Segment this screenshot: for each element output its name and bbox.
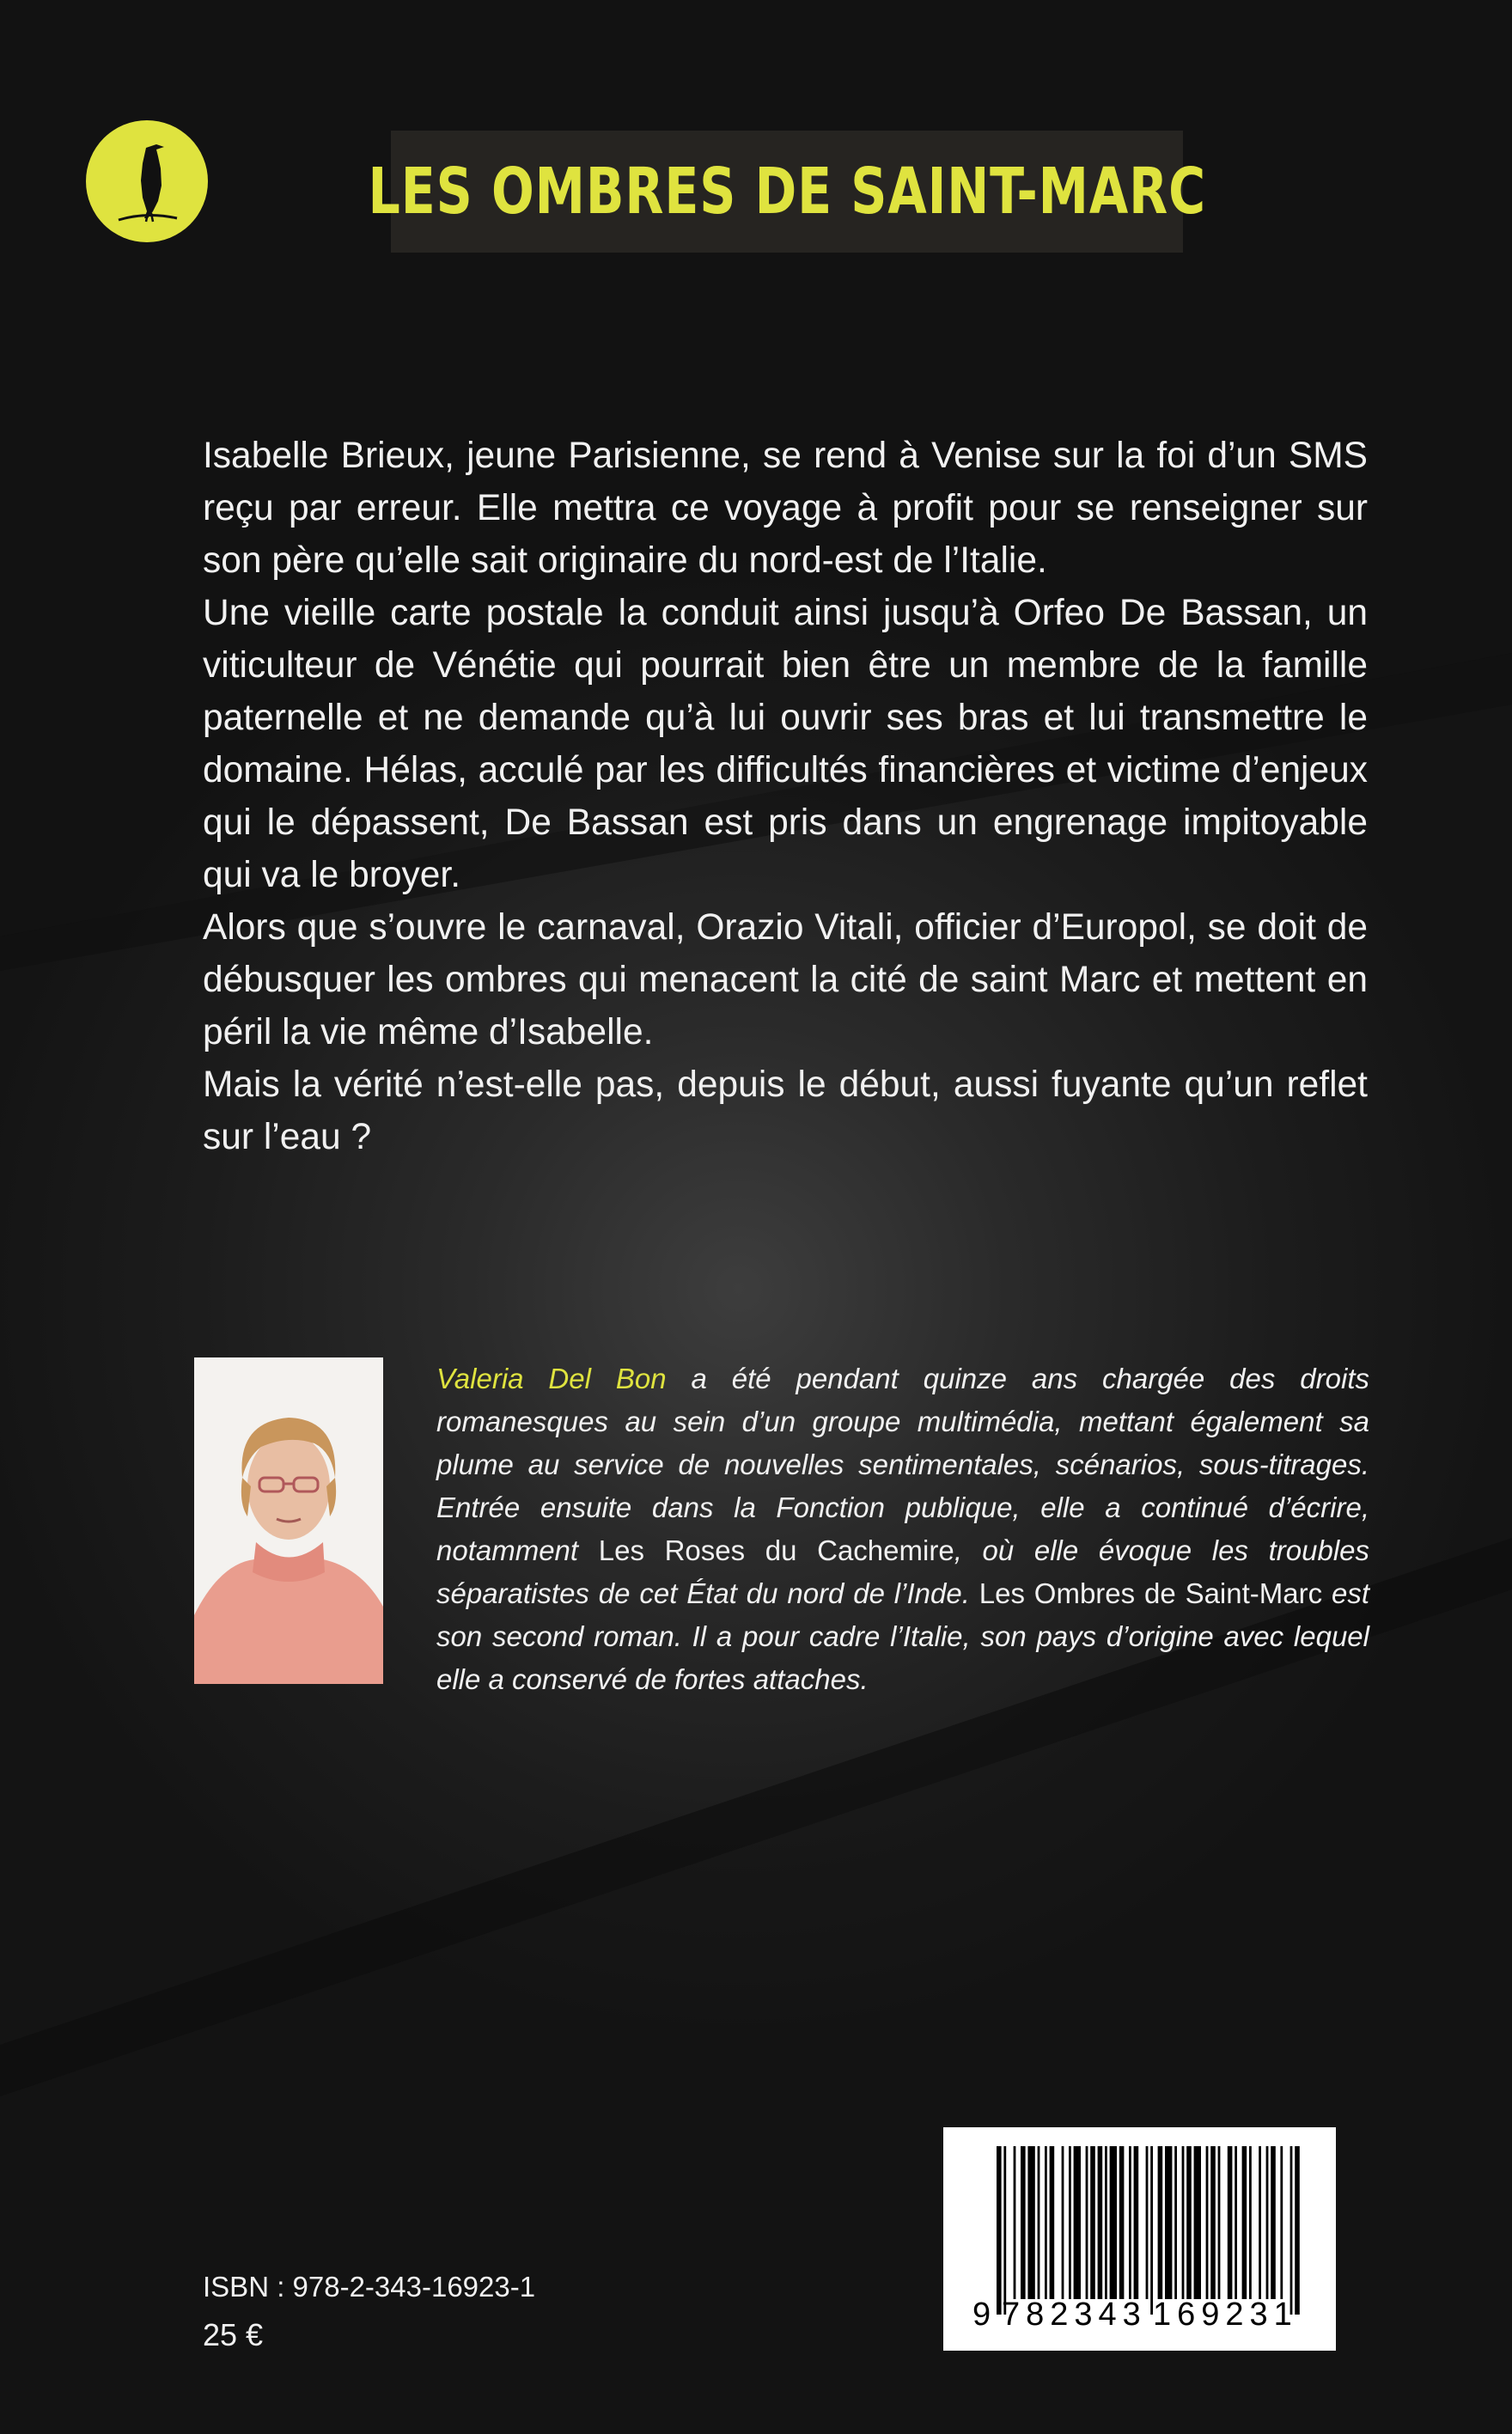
price-label: 25 €: [203, 2317, 264, 2352]
barcode-bar: [1235, 2146, 1237, 2299]
barcode-bar: [1249, 2146, 1252, 2299]
barcode-bar: [1182, 2146, 1185, 2299]
barcode-bar: [1194, 2146, 1201, 2299]
isbn-label: ISBN : 978-2-343-16923-1: [203, 2271, 536, 2303]
barcode-bar: [1090, 2146, 1095, 2299]
book-title: LES OMBRES DE SAINT-MARC: [368, 155, 1206, 229]
author-photo: [194, 1357, 383, 1684]
barcode-bar: [1259, 2146, 1261, 2299]
summary-paragraph: Isabelle Brieux, jeune Parisienne, se rend à Venise sur la foi d’un SMS reçu par erreur. Elle mettra ce voyage à profit pour se renseigner sur son père qu’elle sait originaire du nord-est de l’Italie.: [203, 436, 1368, 581]
barcode-bar: [1146, 2146, 1149, 2299]
author-portrait-illustration: [194, 1357, 383, 1684]
barcode-bar: [1021, 2146, 1026, 2299]
bio-text: , où elle évoque les troubles séparatistes de cet État du nord de l’Inde.: [436, 1534, 1370, 1609]
barcode-bar: [1119, 2146, 1125, 2299]
barcode-bar: [1062, 2146, 1064, 2299]
barcode-bar: [1014, 2146, 1016, 2299]
barcode-bar: [1045, 2146, 1047, 2299]
barcode-bar: [1086, 2146, 1088, 2299]
barcode-digits-left: 782343: [1002, 2297, 1147, 2333]
barcode-bar: [1150, 2146, 1153, 2315]
book-reference: Les Roses du Cachemire: [598, 1534, 954, 1566]
book-summary: [203, 430, 1368, 1163]
barcode-bar: [1174, 2146, 1177, 2299]
barcode-bar: [1210, 2146, 1216, 2299]
summary-paragraph: Alors que s’ouvre le carnaval, Orazio Vitali, officier d’Europol, se doit de débusquer les ombres qui menacent la cité de saint Marc et mettent en péril la vie même d’Isabelle.: [203, 907, 1368, 1052]
barcode-bar: [1129, 2146, 1131, 2299]
barcode-bar: [1158, 2146, 1163, 2299]
barcode-bar: [1003, 2146, 1006, 2315]
author-biography: [436, 1357, 1369, 1701]
barcode-bar: [1050, 2146, 1055, 2299]
barcode-bar: [1266, 2146, 1269, 2299]
barcode-bar: [1186, 2146, 1192, 2299]
author-name: Valeria Del Bon: [436, 1363, 667, 1394]
barcode: [943, 2127, 1336, 2351]
barcode-graphic: [943, 2127, 1336, 2351]
publisher-logo: [84, 119, 210, 244]
crow-on-yellow-circle-icon: [84, 119, 210, 244]
barcode-bar: [1165, 2146, 1172, 2299]
barcode-bar: [1218, 2146, 1221, 2299]
barcode-bar: [1134, 2146, 1139, 2299]
summary-paragraph: Mais la vérité n’est-elle pas, depuis le début, aussi fuyante qu’un reflet sur l’eau ?: [203, 1064, 1368, 1157]
bio-text: est son second roman. Il a pour cadre l’Italie, son pays d’origine avec lequel elle a conservé de fortes attaches.: [436, 1577, 1369, 1695]
barcode-bar: [1110, 2146, 1117, 2299]
barcode-bar: [1280, 2146, 1283, 2299]
barcode-bar: [1271, 2146, 1276, 2299]
book-reference: Les Ombres de Saint-Marc: [979, 1577, 1323, 1609]
summary-paragraph: Une vieille carte postale la conduit ainsi jusqu’à Orfeo De Bassan, un viticulteur de Vénétie qui pourrait bien être un membre de la famille paternelle et ne demande qu’à lui ouvrir ses bras et lui transmettre le domaine. Hélas, acculé par les difficultés financières et victime d’enjeux qui le dépassent, De Bassan est pris dans un engrenage impitoyable qui va le broyer.: [203, 593, 1368, 895]
barcode-bar: [1242, 2146, 1247, 2299]
bio-text: a été pendant quinze ans chargée des droits romanesques au sein d’un groupe multimédia, mettant également sa plume au service de nouvelles sentimentales, scénarios, sous-titrages. Entrée ensuite dans la Fonction publique, elle a continué d’écrire, notamment: [436, 1363, 1369, 1566]
barcode-bar: [1105, 2146, 1107, 2299]
barcode-digits-right: 169231: [1153, 2297, 1298, 2333]
barcode-bar: [1074, 2146, 1081, 2299]
barcode-bar: [1098, 2146, 1103, 2299]
barcode-bar: [1228, 2146, 1233, 2299]
barcode-bar: [1290, 2146, 1293, 2315]
barcode-bar: [1295, 2146, 1300, 2315]
title-banner: [368, 131, 1206, 253]
barcode-bar: [1069, 2146, 1071, 2299]
barcode-bar: [1038, 2146, 1040, 2299]
barcode-digit-first: 9: [972, 2297, 991, 2333]
barcode-bar: [997, 2146, 1002, 2315]
barcode-bar: [1027, 2146, 1034, 2299]
barcode-bar: [1206, 2146, 1209, 2299]
